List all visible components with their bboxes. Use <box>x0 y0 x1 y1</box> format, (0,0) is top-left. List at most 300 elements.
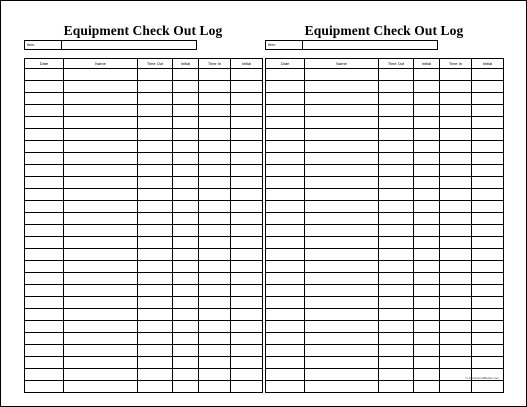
initial-out-cell[interactable] <box>173 201 199 213</box>
name-cell[interactable] <box>305 153 379 165</box>
name-cell[interactable] <box>305 249 379 261</box>
time-out-cell[interactable] <box>138 297 173 309</box>
name-cell[interactable] <box>64 357 138 369</box>
initial-in-cell[interactable] <box>231 357 263 369</box>
date-cell[interactable] <box>25 93 64 105</box>
date-cell[interactable] <box>266 237 305 249</box>
time-in-cell[interactable] <box>440 69 472 81</box>
initial-in-cell[interactable] <box>472 201 504 213</box>
date-cell[interactable] <box>266 153 305 165</box>
initial-out-cell[interactable] <box>173 321 199 333</box>
initial-out-cell[interactable] <box>414 141 440 153</box>
initial-out-cell[interactable] <box>414 297 440 309</box>
time-in-cell[interactable] <box>199 357 231 369</box>
date-cell[interactable] <box>25 213 64 225</box>
initial-in-cell[interactable] <box>231 81 263 93</box>
name-cell[interactable] <box>305 237 379 249</box>
initial-out-cell[interactable] <box>173 141 199 153</box>
time-out-cell[interactable] <box>138 333 173 345</box>
date-cell[interactable] <box>25 261 64 273</box>
time-in-cell[interactable] <box>199 153 231 165</box>
time-out-cell[interactable] <box>379 201 414 213</box>
time-out-cell[interactable] <box>138 285 173 297</box>
initial-in-cell[interactable] <box>472 321 504 333</box>
initial-out-cell[interactable] <box>414 369 440 381</box>
time-out-cell[interactable] <box>379 321 414 333</box>
time-in-cell[interactable] <box>440 177 472 189</box>
time-out-cell[interactable] <box>138 201 173 213</box>
initial-out-cell[interactable] <box>173 285 199 297</box>
time-in-cell[interactable] <box>440 333 472 345</box>
name-cell[interactable] <box>64 345 138 357</box>
date-cell[interactable] <box>266 141 305 153</box>
name-cell[interactable] <box>305 141 379 153</box>
initial-out-cell[interactable] <box>414 273 440 285</box>
date-cell[interactable] <box>25 177 64 189</box>
date-cell[interactable] <box>266 93 305 105</box>
date-cell[interactable] <box>25 369 64 381</box>
initial-in-cell[interactable] <box>472 105 504 117</box>
initial-out-cell[interactable] <box>173 237 199 249</box>
date-cell[interactable] <box>25 249 64 261</box>
date-cell[interactable] <box>266 225 305 237</box>
time-in-cell[interactable] <box>440 153 472 165</box>
date-cell[interactable] <box>266 105 305 117</box>
name-cell[interactable] <box>64 261 138 273</box>
time-in-cell[interactable] <box>199 165 231 177</box>
time-in-cell[interactable] <box>199 321 231 333</box>
time-in-cell[interactable] <box>440 165 472 177</box>
time-out-cell[interactable] <box>379 357 414 369</box>
name-cell[interactable] <box>305 105 379 117</box>
initial-out-cell[interactable] <box>173 261 199 273</box>
initial-in-cell[interactable] <box>472 177 504 189</box>
initial-out-cell[interactable] <box>173 333 199 345</box>
date-cell[interactable] <box>266 261 305 273</box>
initial-in-cell[interactable] <box>231 69 263 81</box>
time-in-cell[interactable] <box>440 117 472 129</box>
date-cell[interactable] <box>25 225 64 237</box>
time-in-cell[interactable] <box>440 225 472 237</box>
name-cell[interactable] <box>64 273 138 285</box>
time-out-cell[interactable] <box>379 213 414 225</box>
date-cell[interactable] <box>266 81 305 93</box>
date-cell[interactable] <box>25 237 64 249</box>
item-field[interactable] <box>62 40 197 50</box>
initial-in-cell[interactable] <box>231 117 263 129</box>
time-out-cell[interactable] <box>379 189 414 201</box>
time-out-cell[interactable] <box>379 177 414 189</box>
date-cell[interactable] <box>266 309 305 321</box>
name-cell[interactable] <box>64 369 138 381</box>
time-out-cell[interactable] <box>379 261 414 273</box>
initial-in-cell[interactable] <box>472 153 504 165</box>
date-cell[interactable] <box>266 249 305 261</box>
initial-in-cell[interactable] <box>231 321 263 333</box>
time-in-cell[interactable] <box>440 93 472 105</box>
time-in-cell[interactable] <box>199 369 231 381</box>
initial-in-cell[interactable] <box>231 129 263 141</box>
initial-in-cell[interactable] <box>231 225 263 237</box>
initial-out-cell[interactable] <box>414 333 440 345</box>
name-cell[interactable] <box>64 153 138 165</box>
initial-in-cell[interactable] <box>472 249 504 261</box>
initial-in-cell[interactable] <box>472 165 504 177</box>
initial-in-cell[interactable] <box>472 333 504 345</box>
initial-in-cell[interactable] <box>472 261 504 273</box>
time-out-cell[interactable] <box>138 321 173 333</box>
initial-out-cell[interactable] <box>173 249 199 261</box>
name-cell[interactable] <box>305 201 379 213</box>
time-out-cell[interactable] <box>138 141 173 153</box>
time-in-cell[interactable] <box>199 117 231 129</box>
initial-in-cell[interactable] <box>231 141 263 153</box>
name-cell[interactable] <box>305 225 379 237</box>
time-out-cell[interactable] <box>138 381 173 393</box>
date-cell[interactable] <box>25 285 64 297</box>
name-cell[interactable] <box>64 141 138 153</box>
name-cell[interactable] <box>64 165 138 177</box>
time-in-cell[interactable] <box>440 309 472 321</box>
name-cell[interactable] <box>305 309 379 321</box>
date-cell[interactable] <box>25 81 64 93</box>
name-cell[interactable] <box>305 93 379 105</box>
date-cell[interactable] <box>25 105 64 117</box>
date-cell[interactable] <box>25 345 64 357</box>
initial-in-cell[interactable] <box>231 237 263 249</box>
initial-in-cell[interactable] <box>231 165 263 177</box>
initial-in-cell[interactable] <box>472 225 504 237</box>
time-out-cell[interactable] <box>138 237 173 249</box>
date-cell[interactable] <box>266 129 305 141</box>
date-cell[interactable] <box>266 189 305 201</box>
date-cell[interactable] <box>25 333 64 345</box>
name-cell[interactable] <box>305 213 379 225</box>
time-out-cell[interactable] <box>379 381 414 393</box>
initial-in-cell[interactable] <box>231 261 263 273</box>
date-cell[interactable] <box>266 273 305 285</box>
date-cell[interactable] <box>266 357 305 369</box>
initial-out-cell[interactable] <box>173 177 199 189</box>
time-out-cell[interactable] <box>379 153 414 165</box>
time-out-cell[interactable] <box>138 261 173 273</box>
time-out-cell[interactable] <box>379 285 414 297</box>
time-in-cell[interactable] <box>199 69 231 81</box>
name-cell[interactable] <box>64 69 138 81</box>
name-cell[interactable] <box>305 261 379 273</box>
initial-out-cell[interactable] <box>173 117 199 129</box>
initial-out-cell[interactable] <box>173 129 199 141</box>
time-out-cell[interactable] <box>138 165 173 177</box>
time-in-cell[interactable] <box>440 357 472 369</box>
date-cell[interactable] <box>266 321 305 333</box>
initial-in-cell[interactable] <box>231 369 263 381</box>
initial-out-cell[interactable] <box>414 93 440 105</box>
time-out-cell[interactable] <box>379 309 414 321</box>
time-out-cell[interactable] <box>379 117 414 129</box>
initial-in-cell[interactable] <box>472 297 504 309</box>
date-cell[interactable] <box>266 381 305 393</box>
initial-in-cell[interactable] <box>231 333 263 345</box>
initial-out-cell[interactable] <box>414 177 440 189</box>
date-cell[interactable] <box>266 369 305 381</box>
initial-in-cell[interactable] <box>231 105 263 117</box>
name-cell[interactable] <box>305 69 379 81</box>
date-cell[interactable] <box>25 165 64 177</box>
initial-in-cell[interactable] <box>472 213 504 225</box>
time-in-cell[interactable] <box>199 297 231 309</box>
initial-out-cell[interactable] <box>414 129 440 141</box>
name-cell[interactable] <box>64 381 138 393</box>
initial-in-cell[interactable] <box>231 345 263 357</box>
date-cell[interactable] <box>25 129 64 141</box>
initial-out-cell[interactable] <box>414 81 440 93</box>
time-in-cell[interactable] <box>440 345 472 357</box>
name-cell[interactable] <box>305 345 379 357</box>
time-out-cell[interactable] <box>138 117 173 129</box>
name-cell[interactable] <box>305 333 379 345</box>
date-cell[interactable] <box>25 357 64 369</box>
time-out-cell[interactable] <box>379 93 414 105</box>
time-in-cell[interactable] <box>199 285 231 297</box>
time-in-cell[interactable] <box>199 81 231 93</box>
initial-out-cell[interactable] <box>173 213 199 225</box>
date-cell[interactable] <box>266 201 305 213</box>
time-out-cell[interactable] <box>138 369 173 381</box>
time-out-cell[interactable] <box>138 357 173 369</box>
time-out-cell[interactable] <box>138 105 173 117</box>
name-cell[interactable] <box>305 285 379 297</box>
name-cell[interactable] <box>305 297 379 309</box>
initial-out-cell[interactable] <box>414 225 440 237</box>
time-out-cell[interactable] <box>379 345 414 357</box>
time-out-cell[interactable] <box>138 177 173 189</box>
time-out-cell[interactable] <box>138 249 173 261</box>
name-cell[interactable] <box>305 357 379 369</box>
date-cell[interactable] <box>25 381 64 393</box>
time-in-cell[interactable] <box>440 321 472 333</box>
time-in-cell[interactable] <box>440 381 472 393</box>
initial-in-cell[interactable] <box>231 93 263 105</box>
time-in-cell[interactable] <box>440 273 472 285</box>
time-in-cell[interactable] <box>199 213 231 225</box>
date-cell[interactable] <box>25 297 64 309</box>
name-cell[interactable] <box>305 117 379 129</box>
date-cell[interactable] <box>266 69 305 81</box>
name-cell[interactable] <box>64 285 138 297</box>
time-out-cell[interactable] <box>379 297 414 309</box>
time-in-cell[interactable] <box>440 189 472 201</box>
initial-in-cell[interactable] <box>472 273 504 285</box>
initial-out-cell[interactable] <box>173 189 199 201</box>
initial-in-cell[interactable] <box>231 177 263 189</box>
initial-out-cell[interactable] <box>414 261 440 273</box>
initial-out-cell[interactable] <box>414 237 440 249</box>
time-out-cell[interactable] <box>379 369 414 381</box>
time-out-cell[interactable] <box>138 129 173 141</box>
initial-out-cell[interactable] <box>414 105 440 117</box>
time-in-cell[interactable] <box>440 201 472 213</box>
initial-out-cell[interactable] <box>414 189 440 201</box>
time-in-cell[interactable] <box>199 381 231 393</box>
time-out-cell[interactable] <box>379 141 414 153</box>
initial-out-cell[interactable] <box>414 381 440 393</box>
initial-in-cell[interactable] <box>231 309 263 321</box>
name-cell[interactable] <box>64 249 138 261</box>
date-cell[interactable] <box>25 273 64 285</box>
name-cell[interactable] <box>305 369 379 381</box>
time-in-cell[interactable] <box>199 105 231 117</box>
date-cell[interactable] <box>266 177 305 189</box>
name-cell[interactable] <box>64 321 138 333</box>
date-cell[interactable] <box>266 213 305 225</box>
time-in-cell[interactable] <box>440 297 472 309</box>
time-out-cell[interactable] <box>379 105 414 117</box>
initial-out-cell[interactable] <box>173 105 199 117</box>
time-out-cell[interactable] <box>379 333 414 345</box>
initial-in-cell[interactable] <box>472 381 504 393</box>
date-cell[interactable] <box>25 117 64 129</box>
initial-in-cell[interactable] <box>231 285 263 297</box>
initial-out-cell[interactable] <box>414 165 440 177</box>
time-in-cell[interactable] <box>199 345 231 357</box>
time-in-cell[interactable] <box>440 285 472 297</box>
initial-in-cell[interactable] <box>231 273 263 285</box>
initial-in-cell[interactable] <box>472 309 504 321</box>
initial-out-cell[interactable] <box>173 165 199 177</box>
name-cell[interactable] <box>64 105 138 117</box>
name-cell[interactable] <box>64 117 138 129</box>
initial-out-cell[interactable] <box>414 201 440 213</box>
initial-out-cell[interactable] <box>173 369 199 381</box>
name-cell[interactable] <box>64 177 138 189</box>
initial-in-cell[interactable] <box>472 69 504 81</box>
time-in-cell[interactable] <box>199 333 231 345</box>
initial-out-cell[interactable] <box>414 249 440 261</box>
item-field[interactable] <box>303 40 438 50</box>
initial-in-cell[interactable] <box>472 285 504 297</box>
initial-in-cell[interactable] <box>231 153 263 165</box>
time-out-cell[interactable] <box>138 225 173 237</box>
time-in-cell[interactable] <box>199 177 231 189</box>
time-in-cell[interactable] <box>440 105 472 117</box>
name-cell[interactable] <box>305 321 379 333</box>
time-out-cell[interactable] <box>138 153 173 165</box>
name-cell[interactable] <box>305 189 379 201</box>
initial-out-cell[interactable] <box>414 153 440 165</box>
initial-in-cell[interactable] <box>231 249 263 261</box>
initial-out-cell[interactable] <box>173 297 199 309</box>
initial-in-cell[interactable] <box>231 213 263 225</box>
time-in-cell[interactable] <box>440 249 472 261</box>
time-out-cell[interactable] <box>138 273 173 285</box>
name-cell[interactable] <box>64 213 138 225</box>
time-out-cell[interactable] <box>379 273 414 285</box>
time-in-cell[interactable] <box>199 141 231 153</box>
time-out-cell[interactable] <box>379 237 414 249</box>
date-cell[interactable] <box>25 153 64 165</box>
time-out-cell[interactable] <box>379 69 414 81</box>
time-out-cell[interactable] <box>138 213 173 225</box>
initial-in-cell[interactable] <box>231 189 263 201</box>
time-out-cell[interactable] <box>138 69 173 81</box>
initial-in-cell[interactable] <box>472 129 504 141</box>
time-in-cell[interactable] <box>199 249 231 261</box>
name-cell[interactable] <box>64 129 138 141</box>
time-in-cell[interactable] <box>199 309 231 321</box>
initial-out-cell[interactable] <box>414 321 440 333</box>
initial-out-cell[interactable] <box>414 213 440 225</box>
initial-in-cell[interactable] <box>472 117 504 129</box>
name-cell[interactable] <box>64 201 138 213</box>
time-out-cell[interactable] <box>138 309 173 321</box>
initial-out-cell[interactable] <box>173 309 199 321</box>
time-out-cell[interactable] <box>379 249 414 261</box>
name-cell[interactable] <box>64 309 138 321</box>
time-in-cell[interactable] <box>199 261 231 273</box>
date-cell[interactable] <box>25 309 64 321</box>
date-cell[interactable] <box>25 69 64 81</box>
initial-out-cell[interactable] <box>414 285 440 297</box>
initial-out-cell[interactable] <box>414 117 440 129</box>
initial-in-cell[interactable] <box>472 93 504 105</box>
initial-in-cell[interactable] <box>472 357 504 369</box>
initial-out-cell[interactable] <box>173 153 199 165</box>
initial-out-cell[interactable] <box>173 225 199 237</box>
name-cell[interactable] <box>64 93 138 105</box>
initial-out-cell[interactable] <box>173 357 199 369</box>
time-out-cell[interactable] <box>379 225 414 237</box>
time-in-cell[interactable] <box>440 261 472 273</box>
time-out-cell[interactable] <box>138 189 173 201</box>
initial-in-cell[interactable] <box>231 297 263 309</box>
initial-out-cell[interactable] <box>173 93 199 105</box>
name-cell[interactable] <box>64 189 138 201</box>
date-cell[interactable] <box>25 141 64 153</box>
initial-out-cell[interactable] <box>173 345 199 357</box>
name-cell[interactable] <box>305 273 379 285</box>
time-out-cell[interactable] <box>379 81 414 93</box>
date-cell[interactable] <box>266 297 305 309</box>
time-out-cell[interactable] <box>379 129 414 141</box>
name-cell[interactable] <box>64 297 138 309</box>
date-cell[interactable] <box>266 165 305 177</box>
time-in-cell[interactable] <box>440 213 472 225</box>
date-cell[interactable] <box>25 321 64 333</box>
time-out-cell[interactable] <box>138 345 173 357</box>
date-cell[interactable] <box>266 117 305 129</box>
time-in-cell[interactable] <box>199 273 231 285</box>
name-cell[interactable] <box>64 237 138 249</box>
time-in-cell[interactable] <box>199 237 231 249</box>
initial-in-cell[interactable] <box>472 345 504 357</box>
name-cell[interactable] <box>305 81 379 93</box>
date-cell[interactable] <box>266 333 305 345</box>
initial-in-cell[interactable] <box>472 141 504 153</box>
initial-out-cell[interactable] <box>173 81 199 93</box>
time-in-cell[interactable] <box>199 129 231 141</box>
initial-out-cell[interactable] <box>173 381 199 393</box>
time-in-cell[interactable] <box>199 201 231 213</box>
name-cell[interactable] <box>305 177 379 189</box>
time-in-cell[interactable] <box>440 81 472 93</box>
initial-out-cell[interactable] <box>414 357 440 369</box>
initial-in-cell[interactable] <box>472 81 504 93</box>
initial-out-cell[interactable] <box>173 273 199 285</box>
initial-out-cell[interactable] <box>414 345 440 357</box>
date-cell[interactable] <box>25 201 64 213</box>
time-out-cell[interactable] <box>138 81 173 93</box>
